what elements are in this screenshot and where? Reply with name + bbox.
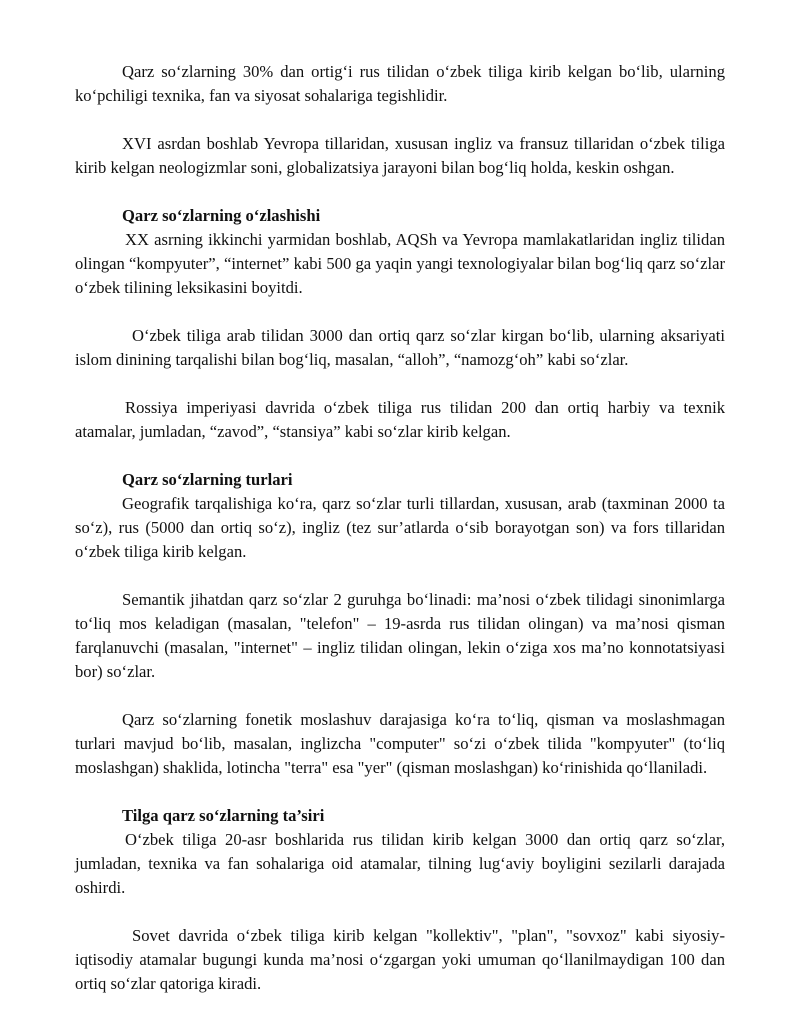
paragraph: Sovet davrida o‘zbek tiliga kirib kelgan "kollektiv", "plan", "sovxoz" kabi siyosiy-iqtisodiy atamalar bugungi kunda ma’nosi o‘zgargan yoki umuman qo‘llanilmaydigan 100 dan ortiq so‘zlar qatoriga kiradi.	[75, 926, 725, 993]
document-page	[75, 60, 725, 1020]
paragraph: Qarz so‘zlarning fonetik moslashuv darajasiga ko‘ra to‘liq, qisman va moslashmagan turlari mavjud bo‘lib, masalan, inglizcha "computer" so‘zi o‘zbek tilida "kompyuter" (to‘liq moslashgan) shaklida, lotincha "terra" esa "yer" (qisman moslashgan) ko‘rinishida qo‘llaniladi.	[75, 710, 725, 777]
section-heading: Qarz so‘zlarning o‘zlashishi	[122, 206, 321, 225]
paragraph: Semantik jihatdan qarz so‘zlar 2 guruhga bo‘linadi: ma’nosi o‘zbek tilidagi sinonimlarga to‘liq mos keladigan (masalan, "telefon" – 19-asrda rus tilidan olingan) va ma’nosi qisman farqlanuvchi (masalan, "internet" – ingliz tilidan olingan, lekin o‘ziga xos ma’no konnotatsiyasi bor) so‘zlar.	[75, 590, 725, 681]
paragraph: Qarz so‘zlarning 30% dan ortig‘i rus tilidan o‘zbek tiliga kirib kelgan bo‘lib, ularning ko‘pchiligi texnika, fan va siyosat sohalariga tegishlidir.	[75, 62, 725, 105]
section-heading: Tilga qarz so‘zlarning ta’siri	[122, 806, 325, 825]
paragraph: Geografik tarqalishiga ko‘ra, qarz so‘zlar turli tillardan, xususan, arab (taxminan 2000 ta so‘z), rus (5000 dan ortiq so‘z), ingliz (tez sur’atlarda o‘sib borayotgan son) va fors tillaridan o‘zbek tiliga kirib kelgan.	[75, 494, 725, 561]
paragraph: XVI asrdan boshlab Yevropa tillaridan, xususan ingliz va fransuz tillaridan o‘zbek tiliga kirib kelgan neologizmlar soni, globalizatsiya jarayoni bilan bog‘liq holda, keskin oshgan.	[75, 134, 725, 177]
section-heading: Qarz so‘zlarning turlari	[122, 470, 293, 489]
paragraph: XX asrning ikkinchi yarmidan boshlab, AQSh va Yevropa mamlakatlaridan ingliz tilidan olingan “kompyuter”, “internet” kabi 500 ga yaqin yangi texnologiyalar bilan bog‘liq qarz so‘zlar o‘zbek tilining leksikasini boyitdi.	[75, 230, 725, 297]
paragraph: O‘zbek tiliga 20-asr boshlarida rus tilidan kirib kelgan 3000 dan ortiq qarz so‘zlar, jumladan, texnika va fan sohalariga oid atamalar, tilning lug‘aviy boyligini sezilarli darajada oshirdi.	[75, 830, 725, 897]
paragraph: O‘zbek tiliga arab tilidan 3000 dan ortiq qarz so‘zlar kirgan bo‘lib, ularning aksariyati islom dinining tarqalishi bilan bog‘liq, masalan, “alloh”, “namozg‘oh” kabi so‘zlar.	[75, 326, 725, 369]
paragraph: Rossiya imperiyasi davrida o‘zbek tiliga rus tilidan 200 dan ortiq harbiy va texnik atamalar, jumladan, “zavod”, “stansiya” kabi so‘zlar kirib kelgan.	[75, 398, 725, 441]
